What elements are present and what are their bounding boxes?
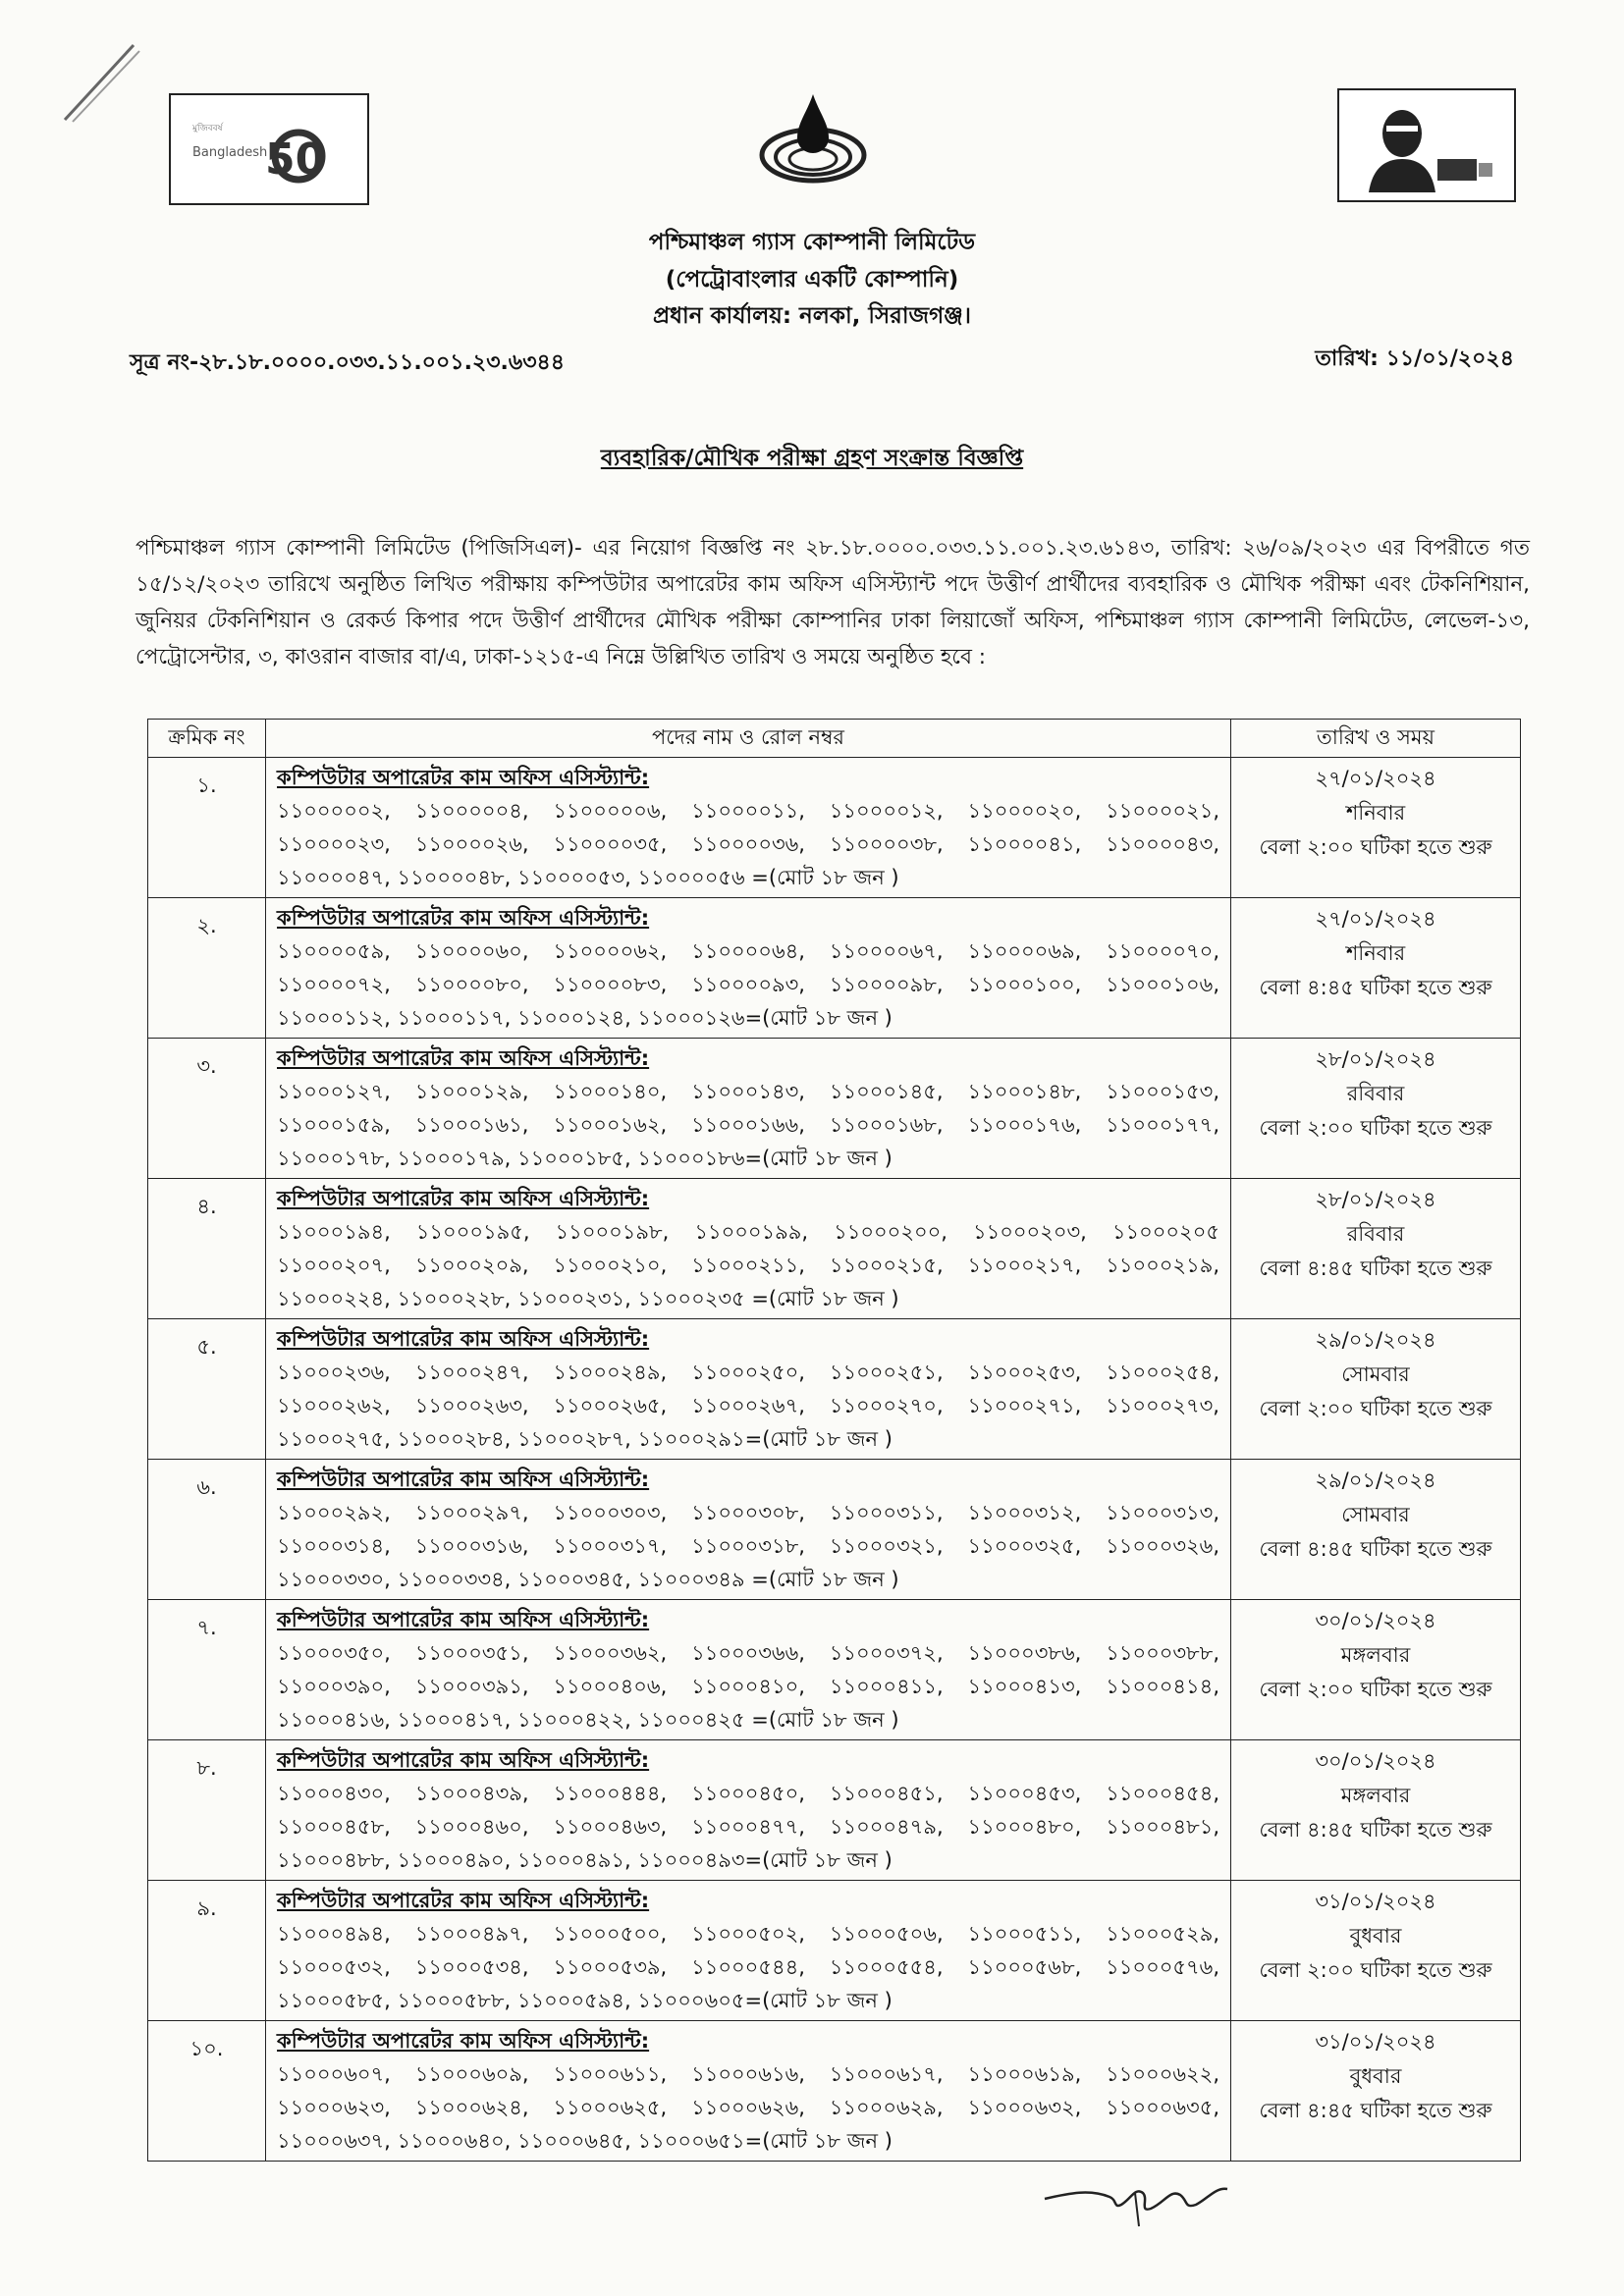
row-time: বেলা ৪:৪৫ ঘটিকা হতে শুরু (1259, 1256, 1492, 1280)
header-serial: ক্রমিক নং (148, 720, 266, 758)
row-time: বেলা ২:০০ ঘটিকা হতে শুরু (1259, 1958, 1492, 1982)
row-roll-numbers: ১১০০০৪৩০, ১১০০০৪৩৯, ১১০০০৪৪৪, ১১০০০৪৫০, ১১০০০৪৫১, ১১০০০৪৫৩, ১১০০০৪৫৪, ১১০০০৪৫৮, ১১০০০৪৬০, ১১০০০৪৬৩, ১১০০০৪৭৭, ১১০০০৪৭৯, ১১০০০৪৮০, ১১০০০৪৮১, ১১০০০৪৮৮, ১১০০০৪৯০, ১১০০০৪৯১, ১১০০০৪৯৩=(মোট ১৮ জন ) (277, 1782, 1219, 1872)
table-row (148, 1460, 1521, 1600)
header-date-time: তারিখ ও সময় (1231, 720, 1521, 758)
left-logo-text: Bangladesh (192, 145, 268, 160)
row-date: ২৯/০১/২০২৪ (1315, 1468, 1436, 1492)
row-time: বেলা ২:০০ ঘটিকা হতে শুরু (1259, 1678, 1492, 1701)
row-date: ২৮/০১/২০২৪ (1315, 1188, 1436, 1211)
row-roll-numbers: ১১০০০৬০৭, ১১০০০৬০৯, ১১০০০৬১১, ১১০০০৬১৬, ১১০০০৬১৭, ১১০০০৬১৯, ১১০০০৬২২, ১১০০০৬২৩, ১১০০০৬২৪, ১১০০০৬২৫, ১১০০০৬২৬, ১১০০০৬২৯, ১১০০০৬৩২, ১১০০০৬৩৫, ১১০০০৬৩৭, ১১০০০৬৪০, ১১০০০৬৪৫, ১১০০০৬৫১=(মোট ১৮ জন ) (277, 2062, 1219, 2153)
row-roll-numbers: ১১০০০৩৫০, ১১০০০৩৫১, ১১০০০৩৬২, ১১০০০৩৬৬, ১১০০০৩৭২, ১১০০০৩৮৬, ১১০০০৩৮৮, ১১০০০৩৯০, ১১০০০৩৯১, ১১০০০৪০৬, ১১০০০৪১০, ১১০০০৪১১, ১১০০০৪১৩, ১১০০০৪১৪, ১১০০০৪১৬, ১১০০০৪১৭, ১১০০০৪২২, ১১০০০৪২৫ =(মোট ১৮ জন ) (277, 1641, 1219, 1732)
row-day: মঙ্গলবার (1340, 1643, 1411, 1667)
row-position: কম্পিউটার অপারেটর কাম অফিস এসিস্ট্যান্ট: (277, 1608, 650, 1631)
row-details (266, 1039, 1231, 1179)
row-position: কম্পিউটার অপারেটর কাম অফিস এসিস্ট্যান্ট: (277, 2029, 650, 2053)
row-time: বেলা ২:০০ ঘটিকা হতে শুরু (1259, 1116, 1492, 1140)
table-row (148, 1740, 1521, 1881)
row-details (266, 1740, 1231, 1881)
signature (1041, 2169, 1237, 2228)
row-position: কম্পিউটার অপারেটর কাম অফিস এসিস্ট্যান্ট: (277, 1889, 650, 1912)
row-roll-numbers: ১১০০০৪৯৪, ১১০০০৪৯৭, ১১০০০৫০০, ১১০০০৫০২, ১১০০০৫০৬, ১১০০০৫১১, ১১০০০৫২৯, ১১০০০৫৩২, ১১০০০৫৩৪, ১১০০০৫৩৯, ১১০০০৫৪৪, ১১০০০৫৫৪, ১১০০০৫৬৮, ১১০০০৫৭৬, ১১০০০৫৮৫, ১১০০০৫৮৮, ১১০০০৫৯৪, ১১০০০৬০৫=(মোট ১৮ জন ) (277, 1922, 1219, 2012)
table-row (148, 1881, 1521, 2021)
row-serial: ২. (148, 898, 266, 1039)
row-date: ২৭/০১/২০২৪ (1315, 907, 1436, 931)
reference-number: সূত্র নং-২৮.১৮.০০০০.০৩৩.১১.০০১.২৩.৬৩৪৪ (130, 350, 566, 375)
row-roll-numbers: ১১০০০২৯২, ১১০০০২৯৭, ১১০০০৩০৩, ১১০০০৩০৮, ১১০০০৩১১, ১১০০০৩১২, ১১০০০৩১৩, ১১০০০৩১৪, ১১০০০৩১৬, ১১০০০৩১৭, ১১০০০৩১৮, ১১০০০৩২১, ১১০০০৩২৫, ১১০০০৩২৬, ১১০০০৩৩০, ১১০০০৩৩৪, ১১০০০৩৪৫, ১১০০০৩৪৯ =(মোট ১৮ জন ) (277, 1501, 1219, 1591)
row-details (266, 1460, 1231, 1600)
left-logo-number: 50 (265, 134, 326, 185)
organization-name: পশ্চিমাঞ্চল গ্যাস কোম্পানী লিমিটেড (648, 230, 976, 255)
organization-address: প্রধান কার্যালয়: নলকা, সিরাজগঞ্জ। (652, 303, 972, 329)
row-serial: ৬. (148, 1460, 266, 1600)
row-position: কম্পিউটার অপারেটর কাম অফিস এসিস্ট্যান্ট: (277, 1748, 650, 1772)
row-day: বুধবার (1349, 1924, 1402, 1948)
table-row (148, 2021, 1521, 2162)
row-serial: ১. (148, 758, 266, 898)
row-position: কম্পিউটার অপারেটর কাম অফিস এসিস্ট্যান্ট: (277, 1327, 650, 1351)
table-row (148, 1039, 1521, 1179)
row-roll-numbers: ১১০০০০৫৯, ১১০০০০৬০, ১১০০০০৬২, ১১০০০০৬৪, ১১০০০০৬৭, ১১০০০০৬৯, ১১০০০০৭০, ১১০০০০৭২, ১১০০০০৮০, ১১০০০০৮৩, ১১০০০০৯৩, ১১০০০০৯৮, ১১০০০১০০, ১১০০০১০৬, ১১০০০১১২, ১১০০০১১৭, ১১০০০১২৪, ১১০০০১২৬=(মোট ১৮ জন ) (277, 939, 1219, 1030)
row-day: রবিবার (1346, 1222, 1405, 1246)
svg-text:মুজিববর্ষ: মুজিববর্ষ (192, 124, 223, 133)
row-day: রবিবার (1346, 1082, 1405, 1105)
row-day: বুধবার (1349, 2064, 1402, 2088)
row-schedule (1231, 1881, 1521, 2021)
row-time: বেলা ৪:৪৫ ঘটিকা হতে শুরু (1259, 2099, 1492, 2122)
row-day: মঙ্গলবার (1340, 1784, 1411, 1807)
row-details (266, 1881, 1231, 2021)
row-schedule (1231, 898, 1521, 1039)
row-roll-numbers: ১১০০০১২৭, ১১০০০১২৯, ১১০০০১৪০, ১১০০০১৪৩, ১১০০০১৪৫, ১১০০০১৪৮, ১১০০০১৫৩, ১১০০০১৫৯, ১১০০০১৬১, ১১০০০১৬২, ১১০০০১৬৬, ১১০০০১৬৮, ১১০০০১৭৬, ১১০০০১৭৭, ১১০০০১৭৮, ১১০০০১৭৯, ১১০০০১৮৫, ১১০০০১৮৬=(মোট ১৮ জন ) (277, 1080, 1219, 1170)
row-date: ৩০/০১/২০২৪ (1315, 1609, 1436, 1632)
table-row (148, 1600, 1521, 1740)
row-details (266, 2021, 1231, 2162)
row-details (266, 1179, 1231, 1319)
row-serial: ৪. (148, 1179, 266, 1319)
row-date: ২৮/০১/২০২৪ (1315, 1047, 1436, 1071)
row-position: কম্পিউটার অপারেটর কাম অফিস এসিস্ট্যান্ট: (277, 766, 650, 789)
row-roll-numbers: ১১০০০১৯৪, ১১০০০১৯৫, ১১০০০১৯৮, ১১০০০১৯৯, ১১০০০২০০, ১১০০০২০৩, ১১০০০২০৫ ১১০০০২০৭, ১১০০০২০৯, ১১০০০২১০, ১১০০০২১১, ১১০০০২১৫, ১১০০০২১৭, ১১০০০২১৯, ১১০০০২২৪, ১১০০০২২৮, ১১০০০২৩১, ১১০০০২৩৫ =(মোট ১৮ জন ) (277, 1220, 1219, 1310)
row-position: কম্পিউটার অপারেটর কাম অফিস এসিস্ট্যান্ট: (277, 906, 650, 930)
row-schedule (1231, 1319, 1521, 1460)
row-serial: ৮. (148, 1740, 266, 1881)
notice-body: পশ্চিমাঞ্চল গ্যাস কোম্পানী লিমিটেড (পিজিসিএল)- এর নিয়োগ বিজ্ঞপ্তি নং ২৮.১৮.০০০০.০৩৩.১১.০০১.২৩.৬১৪৩, তারিখ: ২৬/০৯/২০২৩ এর বিপরীতে গত ১৫/১২/২০২৩ তারিখে অনুষ্ঠিত লিখিত পরীক্ষায় কম্পিউটার অপারেটর কাম অফিস এসিস্ট্যান্ট পদে উত্তীর্ণ প্রার্থীদের ব্যবহারিক ও মৌখিক পরীক্ষা এবং টেকনিশিয়ান, জুনিয়র টেকনিশিয়ান ও রেকর্ড কিপার পদে উত্তীর্ণ প্রার্থীদের মৌখিক পরীক্ষা কোম্পানির ঢাকা লিয়াজোঁ অফিস, পশ্চিমাঞ্চল গ্যাস কোম্পানী লিমিটেড, লেভেল-১৩, পেট্রোসেন্টার, ৩, কাওরান বাজার বা/এ, ঢাকা-১২১৫-এ নিম্নে উল্লিখিত তারিখ ও সময়ে অনুষ্ঠিত হবে : (135, 536, 1530, 669)
table-row (148, 758, 1521, 898)
row-time: বেলা ২:০০ ঘটিকা হতে শুরু (1259, 835, 1492, 859)
row-date: ২৯/০১/২০২৪ (1315, 1328, 1436, 1352)
organization-subtitle: (পেট্রোবাংলার একটি কোম্পানি) (665, 267, 959, 293)
row-serial: ৯. (148, 1881, 266, 2021)
row-details (266, 898, 1231, 1039)
row-date: ২৭/০১/২০২৪ (1315, 767, 1436, 790)
row-schedule (1231, 758, 1521, 898)
row-serial: ৭. (148, 1600, 266, 1740)
row-schedule (1231, 1600, 1521, 1740)
row-roll-numbers: ১১০০০২৩৬, ১১০০০২৪৭, ১১০০০২৪৯, ১১০০০২৫০, ১১০০০২৫১, ১১০০০২৫৩, ১১০০০২৫৪, ১১০০০২৬২, ১১০০০২৬৩, ১১০০০২৬৫, ১১০০০২৬৭, ১১০০০২৭০, ১১০০০২৭১, ১১০০০২৭৩, ১১০০০২৭৫, ১১০০০২৮৪, ১১০০০২৮৭, ১১০০০২৯১=(মোট ১৮ জন ) (277, 1361, 1219, 1451)
bangladesh-50-logo (169, 93, 369, 205)
row-serial: ১০. (148, 2021, 266, 2162)
row-schedule (1231, 2021, 1521, 2162)
row-schedule (1231, 1039, 1521, 1179)
row-time: বেলা ৪:৪৫ ঘটিকা হতে শুরু (1259, 1818, 1492, 1842)
row-schedule (1231, 1179, 1521, 1319)
row-position: কম্পিউটার অপারেটর কাম অফিস এসিস্ট্যান্ট: (277, 1187, 650, 1210)
table-row (148, 898, 1521, 1039)
row-day: শনিবার (1345, 801, 1406, 825)
mujib-portrait-logo (1337, 88, 1516, 202)
row-serial: ৫. (148, 1319, 266, 1460)
row-date: ৩০/০১/২০২৪ (1315, 1749, 1436, 1773)
table-header-row (148, 720, 1521, 758)
notice-date: তারিখ: ১১/০১/২০২৪ (1315, 347, 1514, 371)
notice-title: ব্যবহারিক/মৌখিক পরীক্ষা গ্রহণ সংক্রান্ত বিজ্ঞপ্তি (600, 446, 1024, 471)
row-date: ৩১/০১/২০২৪ (1315, 2030, 1436, 2054)
row-day: সোমবার (1341, 1503, 1410, 1526)
row-time: বেলা ২:০০ ঘটিকা হতে শুরু (1259, 1397, 1492, 1420)
row-details (266, 758, 1231, 898)
table-row (148, 1319, 1521, 1460)
row-schedule (1231, 1460, 1521, 1600)
row-position: কম্পিউটার অপারেটর কাম অফিস এসিস্ট্যান্ট: (277, 1046, 650, 1070)
row-time: বেলা ৪:৪৫ ঘটিকা হতে শুরু (1259, 1537, 1492, 1561)
row-date: ৩১/০১/২০২৪ (1315, 1890, 1436, 1913)
row-schedule (1231, 1740, 1521, 1881)
row-day: সোমবার (1341, 1362, 1410, 1386)
row-serial: ৩. (148, 1039, 266, 1179)
row-time: বেলা ৪:৪৫ ঘটিকা হতে শুরু (1259, 976, 1492, 999)
row-day: শনিবার (1345, 941, 1406, 965)
pen-mark-decoration (57, 39, 145, 128)
table-row (148, 1179, 1521, 1319)
row-details (266, 1600, 1231, 1740)
header-position-rolls: পদের নাম ও রোল নম্বর (266, 720, 1231, 758)
pgcl-logo (754, 88, 872, 187)
row-details (266, 1319, 1231, 1460)
row-roll-numbers: ১১০০০০০২, ১১০০০০০৪, ১১০০০০০৬, ১১০০০০১১, ১১০০০০১২, ১১০০০০২০, ১১০০০০২১, ১১০০০০২৩, ১১০০০০২৬, ১১০০০০৩৫, ১১০০০০৩৬, ১১০০০০৩৮, ১১০০০০৪১, ১১০০০০৪৩, ১১০০০০৪৭, ১১০০০০৪৮, ১১০০০০৫৩, ১১০০০০৫৬ =(মোট ১৮ জন ) (277, 799, 1219, 889)
row-position: কম্পিউটার অপারেটর কাম অফিস এসিস্ট্যান্ট: (277, 1468, 650, 1491)
exam-schedule-table (147, 719, 1521, 2162)
